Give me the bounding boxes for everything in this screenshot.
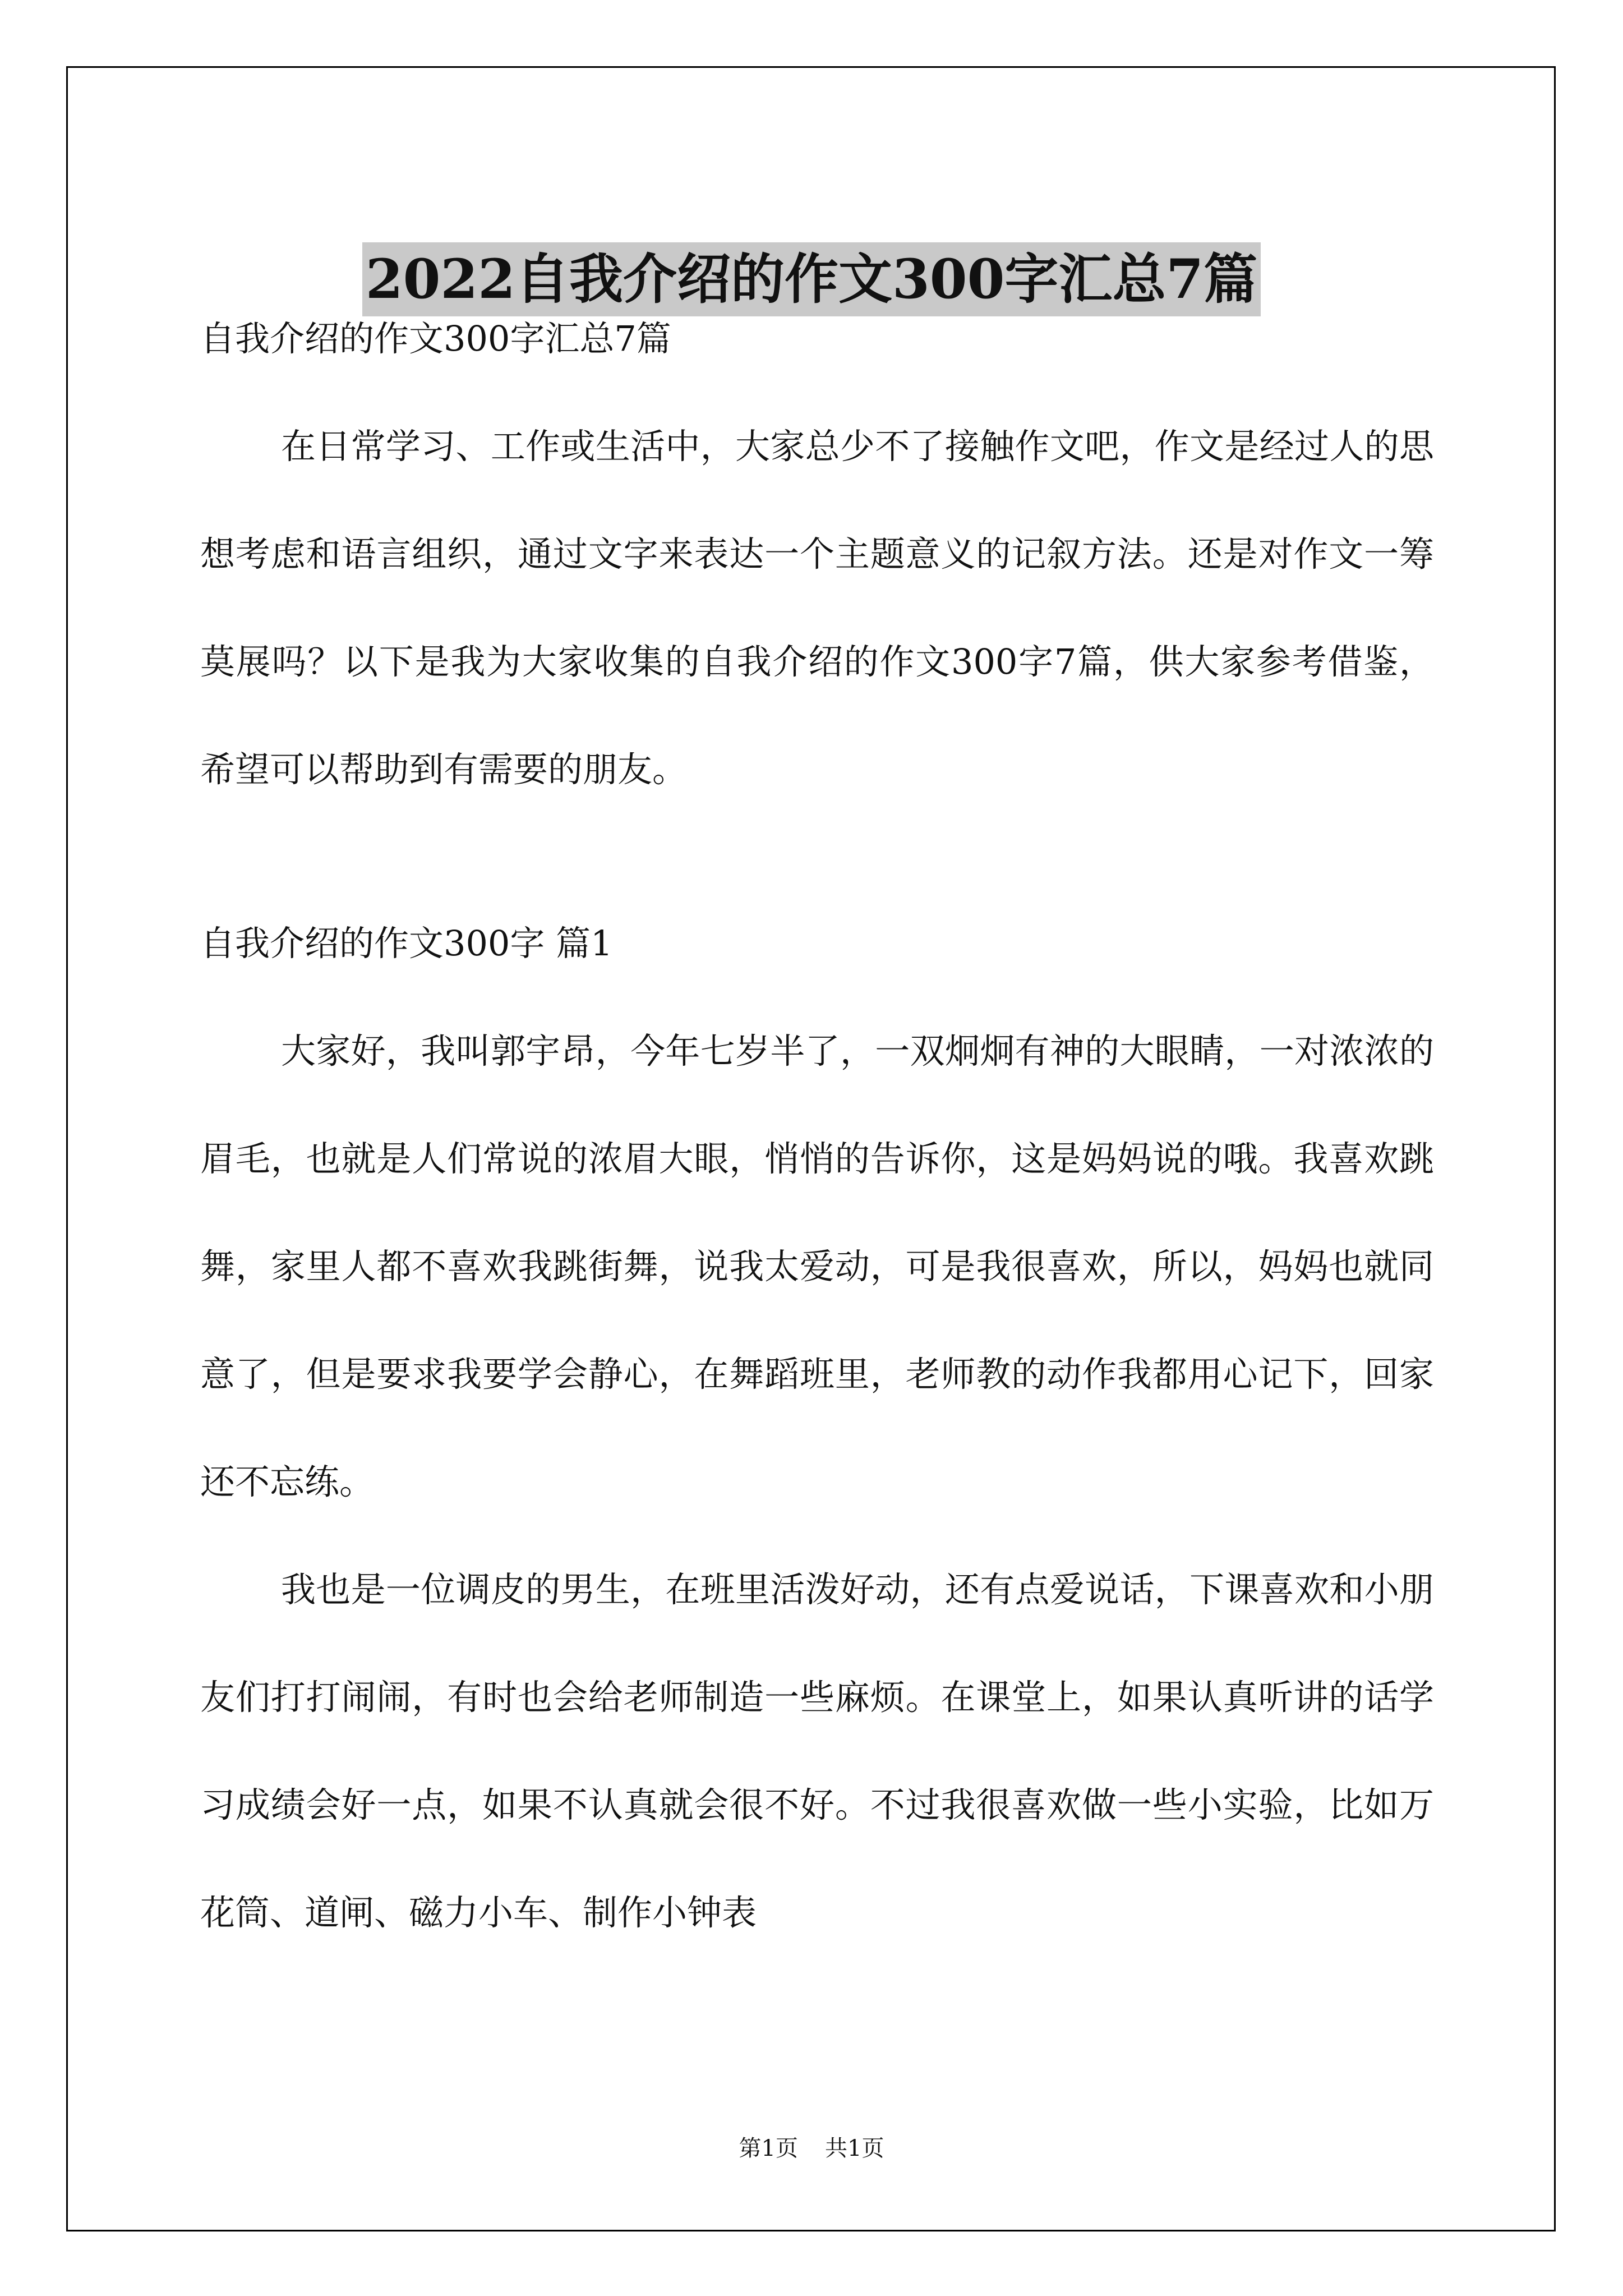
intro-paragraph: 在日常学习、工作或生活中，大家总少不了接触作文吧，作文是经过人的思想考虑和语言组织，通过文字来表达一个主题意义的记叙方法。还是对作文一筹莫展吗？以下是我为大家收集的自我介绍的作文300字7篇，供大家参考借鉴，希望可以帮助到有需要的朋友。 (200, 426, 1434, 790)
section-heading: 自我介绍的作文300字 篇1 (200, 923, 613, 964)
document-title: 2022自我介绍的作文300字汇总7篇 (362, 242, 1261, 316)
document-body (200, 314, 1434, 1967)
section-paragraph: 我也是一位调皮的男生，在班里活泼好动，还有点爱说话，下课喜欢和小朋友们打打闹闹，有时也会给老师制造一些麻烦。在课堂上，如果认真听讲的话学习成绩会好一点，如果不认真就会很不好。不过我很喜欢做一些小实验，比如万花筒、道闸、磁力小车、制作小钟表 (200, 1569, 1434, 1933)
section-paragraph: 大家好，我叫郭宇昂，今年七岁半了，一双炯炯有神的大眼睛，一对浓浓的眉毛，也就是人们常说的浓眉大眼，悄悄的告诉你，这是妈妈说的哦。我喜欢跳舞，家里人都不喜欢我跳街舞，说我太爱动，可是我很喜欢，所以，妈妈也就同意了，但是要求我要学会静心，在舞蹈班里，老师教的动作我都用心记下，回家还不忘练。 (200, 1030, 1434, 1502)
page-number-current: 第1页 (739, 2136, 798, 2161)
page-number-total: 共1页 (825, 2136, 884, 2161)
document-subtitle: 自我介绍的作文300字汇总7篇 (200, 318, 671, 359)
page-footer (0, 2132, 1623, 2165)
